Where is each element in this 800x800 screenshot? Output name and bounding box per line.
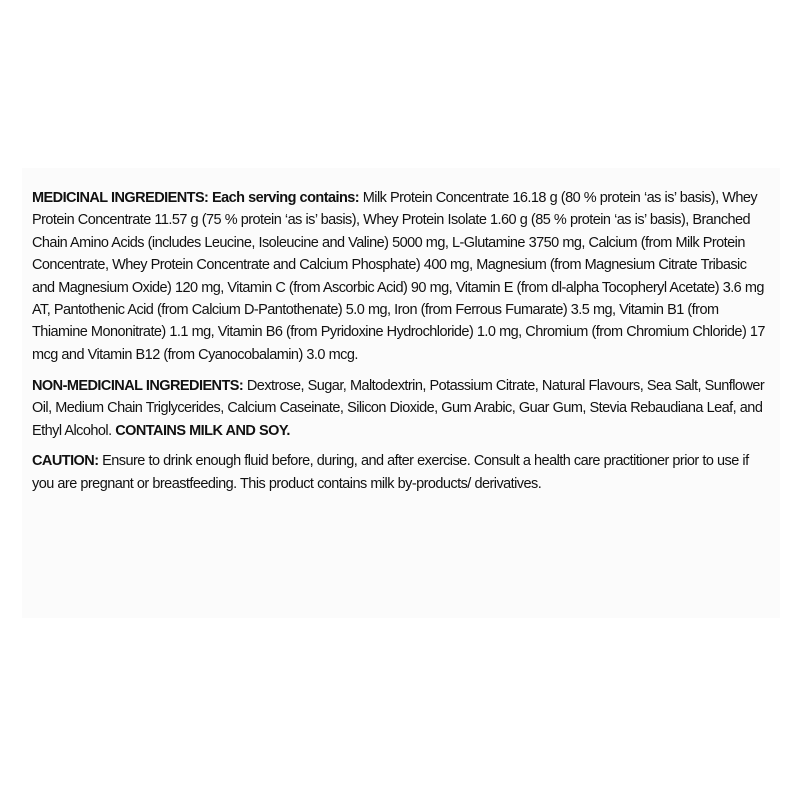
caution-heading: CAUTION:	[32, 453, 99, 470]
non-medicinal-ingredients-text: Dextrose, Sugar, Maltodextrin, Potassium Citrate, Natural Flavours, Sea Salt, Sunflower Oil, Medium Chain Triglycerides, Calcium Caseinate, Silicon Dioxide, Gum Arabic, Guar Gum, Stevia Rebaudiana Leaf, and Ethyl Alcohol.	[32, 377, 765, 439]
medicinal-ingredients-text: Milk Protein Concentrate 16.18 g (80 % protein ‘as is’ basis), Whey Protein Concentrate 11.57 g (75 % protein ‘as is’ basis), Whey Protein Isolate 1.60 g (85 % protein ‘as is’ basis), Branched Chain Amino Acids (includes Leucine, Isoleucine and Valine) 5000 mg, L-Glutamine 3750 mg, Calcium (from Milk Protein Concentrate, Whey Protein Concentrate and Calcium Phosphate) 400 mg, Magnesium (from Magnesium Citrate Tribasic and Magnesium Oxide) 120 mg, Vitamin C (from Ascorbic Acid) 90 mg, Vitamin E (from dl-alpha Tocopheryl Acetate) 3.6 mg AT, Pantothenic Acid (from Calcium D-Pantothenate) 5.0 mg, Iron (from Ferrous Fumarate) 3.5 mg, Vitamin B1 (from Thiamine Mononitrate) 1.1 mg, Vitamin B6 (from Pyridoxine Hydrochloride) 1.0 mg, Chromium (from Chromium Chloride) 17 mcg and Vitamin B12 (from Cyanocobalamin) 3.0 mcg.	[32, 190, 765, 363]
non-medicinal-ingredients-section	[32, 375, 770, 442]
ingredients-label-panel	[22, 168, 780, 618]
caution-section	[32, 450, 770, 495]
caution-text: Ensure to drink enough fluid before, during, and after exercise. Consult a health care practitioner prior to use if you are pregnant or breastfeeding. This product contains milk by-products/ derivatives.	[32, 453, 749, 492]
medicinal-ingredients-section	[32, 187, 770, 366]
medicinal-ingredients-heading: MEDICINAL INGREDIENTS: Each serving contains:	[32, 190, 360, 206]
non-medicinal-ingredients-heading: NON-MEDICINAL INGREDIENTS:	[32, 377, 244, 394]
allergen-statement: CONTAINS MILK AND SOY.	[115, 422, 290, 439]
